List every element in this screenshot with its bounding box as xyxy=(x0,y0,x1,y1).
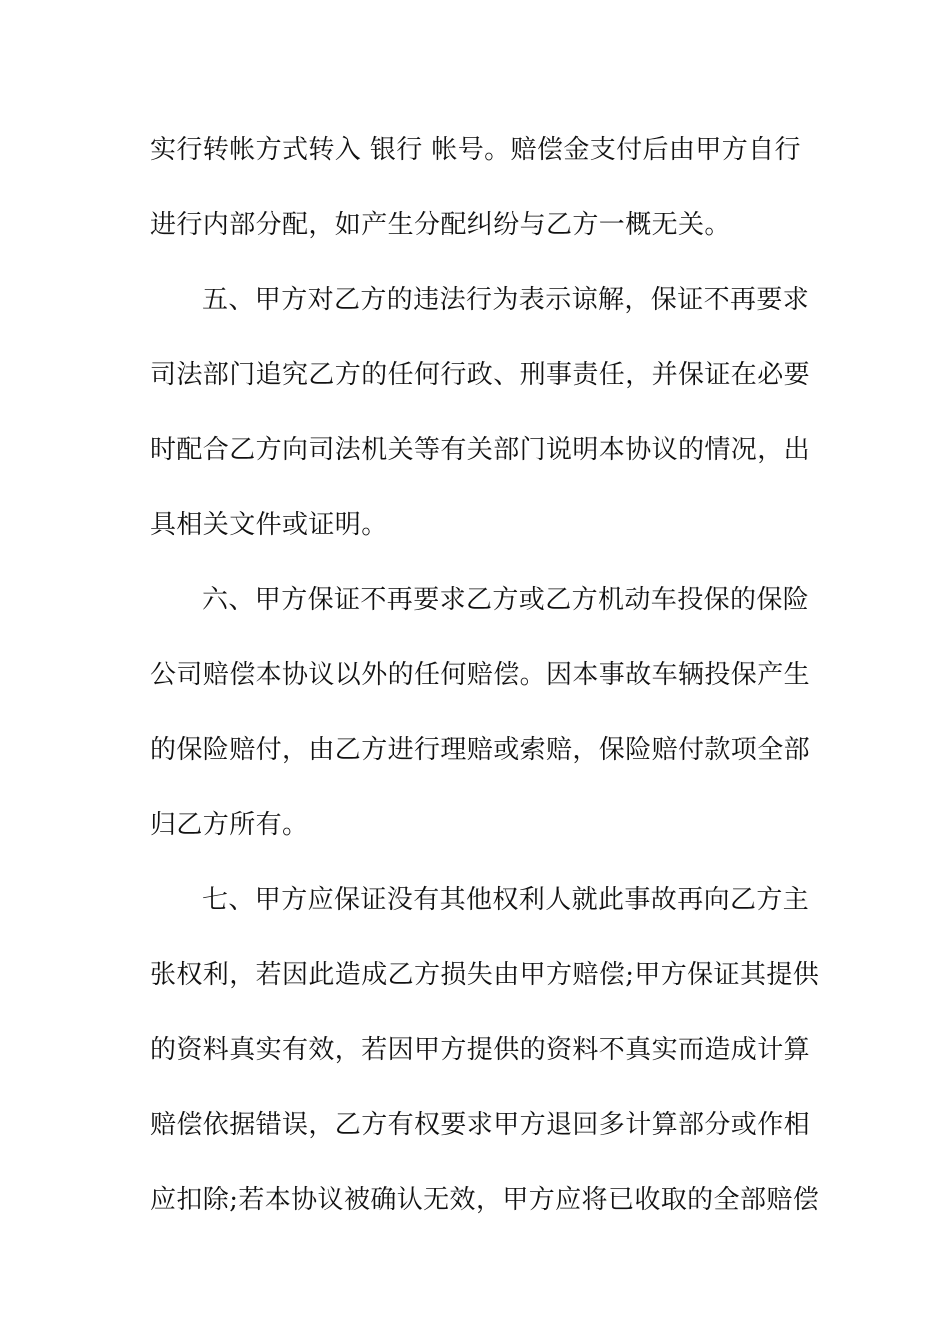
paragraph-5-line-2: 司法部门追究乙方的任何行政、刑事责任，并保证在必要 xyxy=(150,360,811,390)
paragraph-7-line-5: 应扣除;若本协议被确认无效，甲方应将已收取的全部赔偿 xyxy=(150,1185,820,1215)
paragraph-6-line-2: 公司赔偿本协议以外的任何赔偿。因本事故车辆投保产生 xyxy=(150,660,811,690)
paragraph-6-line-1: 六、甲方保证不再要求乙方或乙方机动车投保的保险 xyxy=(202,585,810,615)
paragraph-7-line-2: 张权利，若因此造成乙方损失由甲方赔偿;甲方保证其提供 xyxy=(150,960,820,990)
paragraph-5-line-3: 时配合乙方向司法机关等有关部门说明本协议的情况，出 xyxy=(150,435,811,465)
paragraph-6-line-4: 归乙方所有。 xyxy=(150,810,309,840)
paragraph-5-line-4: 具相关文件或证明。 xyxy=(150,510,388,540)
text-line-1: 实行转帐方式转入 银行 帐号。赔偿金支付后由甲方自行 xyxy=(150,135,801,165)
paragraph-7-line-4: 赔偿依据错误，乙方有权要求甲方退回多计算部分或作相 xyxy=(150,1110,811,1140)
paragraph-6-line-3: 的保险赔付，由乙方进行理赔或索赔，保险赔付款项全部 xyxy=(150,735,811,765)
paragraph-7-line-1: 七、甲方应保证没有其他权利人就此事故再向乙方主 xyxy=(202,885,810,915)
text-line-2: 进行内部分配，如产生分配纠纷与乙方一概无关。 xyxy=(150,210,731,240)
paragraph-5-line-1: 五、甲方对乙方的违法行为表示谅解，保证不再要求 xyxy=(202,285,810,315)
paragraph-7-line-3: 的资料真实有效，若因甲方提供的资料不真实而造成计算 xyxy=(150,1035,811,1065)
